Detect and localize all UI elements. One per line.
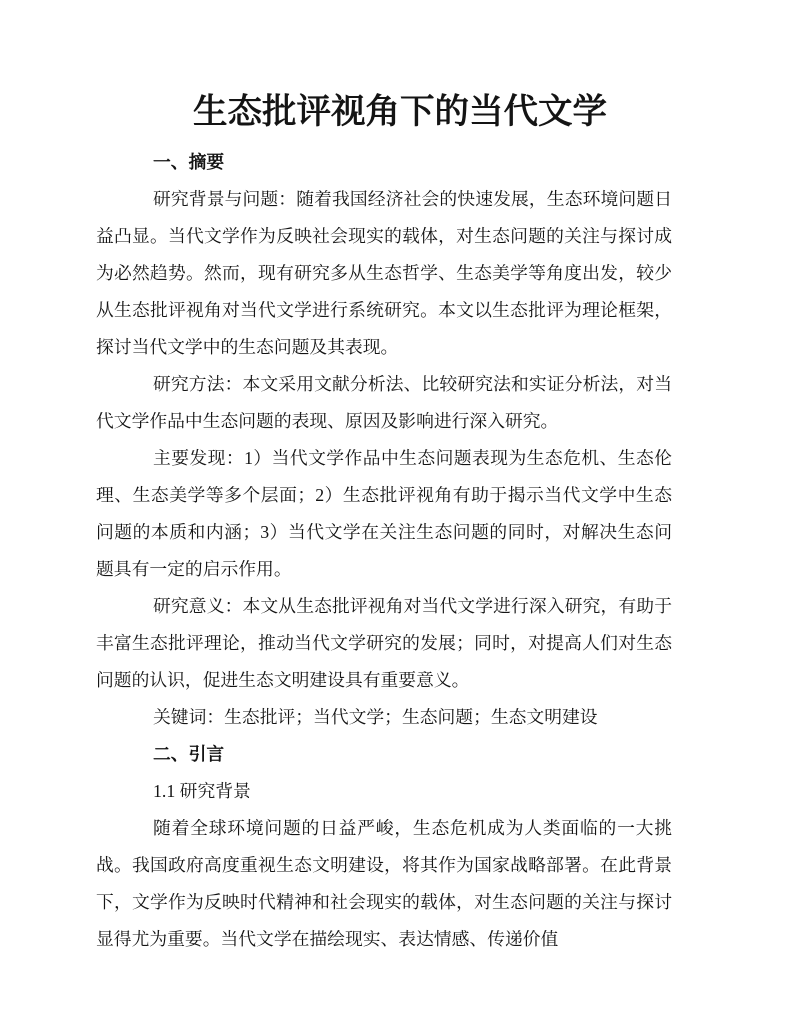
abstract-paragraph-methods: 研究方法：本文采用文献分析法、比较研究法和实证分析法，对当代文学作品中生态问题的表现、原因及影响进行深入研究。 [96,374,672,431]
heading-introduction: 二、引言 [153,744,225,764]
introduction-paragraph-background: 随着全球环境问题的日益严峻，生态危机成为人类面临的一大挑战。我国政府高度重视生态文明建设，将其作为国家战略部署。在此背景下，文学作为反映时代精神和社会现实的载体，对生态问题的关注与探讨显得尤为重要。当代文学在描绘现实、表达情感、传递价值 [96,818,672,949]
abstract-paragraph-findings: 主要发现：1）当代文学作品中生态问题表现为生态危机、生态伦理、生态美学等多个层面；2）生态批评视角有助于揭示当代文学中生态问题的本质和内涵；3）当代文学在关注生态问题的同时，对解决生态问题具有一定的启示作用。 [96,448,672,579]
abstract-paragraph-significance: 研究意义：本文从生态批评视角对当代文学进行深入研究，有助于丰富生态批评理论，推动当代文学研究的发展；同时，对提高人们对生态问题的认识，促进生态文明建设具有重要意义。 [96,596,672,690]
subheading-research-background: 1.1 研究背景 [153,781,251,801]
heading-abstract: 一、摘要 [153,152,225,172]
document-title: 生态批评视角下的当代文学 [193,93,607,131]
abstract-paragraph-background: 研究背景与问题：随着我国经济社会的快速发展，生态环境问题日益凸显。当代文学作为反映社会现实的载体，对生态问题的关注与探讨成为必然趋势。然而，现有研究多从生态哲学、生态美学等角度出发，较少从生态批评视角对当代文学进行系统研究。本文以生态批评为理论框架，探讨当代文学中的生态问题及其表现。 [96,189,672,357]
keywords-line: 关键词：生态批评；当代文学；生态问题；生态文明建设 [153,707,598,727]
